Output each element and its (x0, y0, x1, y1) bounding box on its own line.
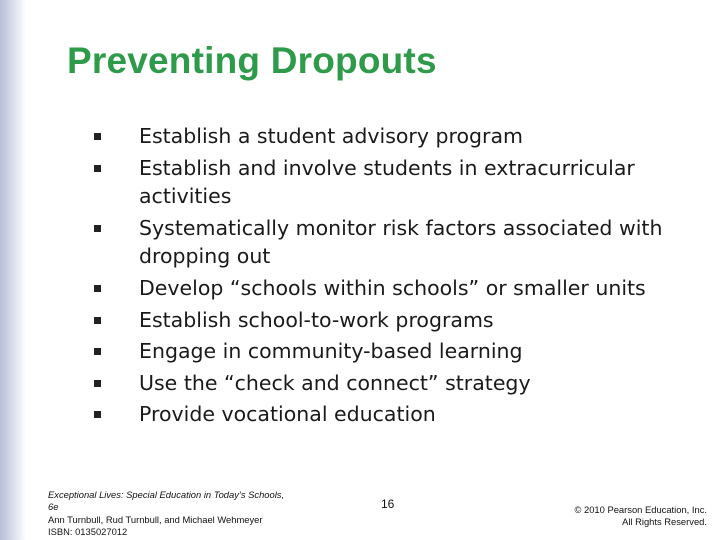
rights-line: All Rights Reserved. (622, 516, 707, 528)
left-gradient-band (0, 0, 26, 540)
bullet-item (86, 274, 686, 303)
bullet-text: Engage in community-based learning (139, 339, 523, 364)
square-bullet-icon (94, 411, 101, 418)
bullet-text: Develop “schools within schools” or smaller units (139, 275, 646, 300)
footer-copyright (574, 504, 707, 529)
bullet-text: Establish a student advisory program (139, 124, 523, 148)
bullet-text: Establish school-to-work programs (139, 307, 494, 332)
square-bullet-icon (94, 165, 101, 172)
footer-citation (48, 489, 318, 539)
bullet-text: Provide vocational education (139, 402, 436, 427)
bullet-item (86, 154, 686, 211)
slide-title: Preventing Dropouts (67, 40, 437, 81)
footer-authors: Ann Turnbull, Rud Turnbull, and Michael Wehmeyer (48, 513, 263, 525)
footer-book-edition: 6e (48, 501, 59, 513)
square-bullet-icon (94, 133, 101, 140)
bullet-item (86, 214, 686, 271)
bullet-text: Establish and involve students in extracurricular activities (139, 155, 635, 209)
square-bullet-icon (94, 225, 101, 232)
bullet-item (86, 400, 686, 429)
bullet-item (86, 122, 686, 151)
copyright-line: © 2010 Pearson Education, Inc. (574, 504, 707, 515)
footer-isbn: ISBN: 0135027012 (48, 526, 128, 538)
square-bullet-icon (94, 285, 101, 292)
footer-book-title: Exceptional Lives: Special Education in Today’s Schools, (48, 489, 285, 500)
square-bullet-icon (94, 380, 101, 387)
square-bullet-icon (94, 317, 101, 324)
bullet-text: Systematically monitor risk factors associated with dropping out (139, 215, 663, 269)
bullet-item (86, 337, 686, 366)
square-bullet-icon (94, 348, 101, 355)
bullet-item (86, 369, 686, 398)
page-number: 16 (381, 497, 395, 511)
bullet-item (86, 306, 686, 335)
bullet-list (86, 122, 686, 432)
bullet-text: Use the “check and connect” strategy (139, 370, 531, 395)
